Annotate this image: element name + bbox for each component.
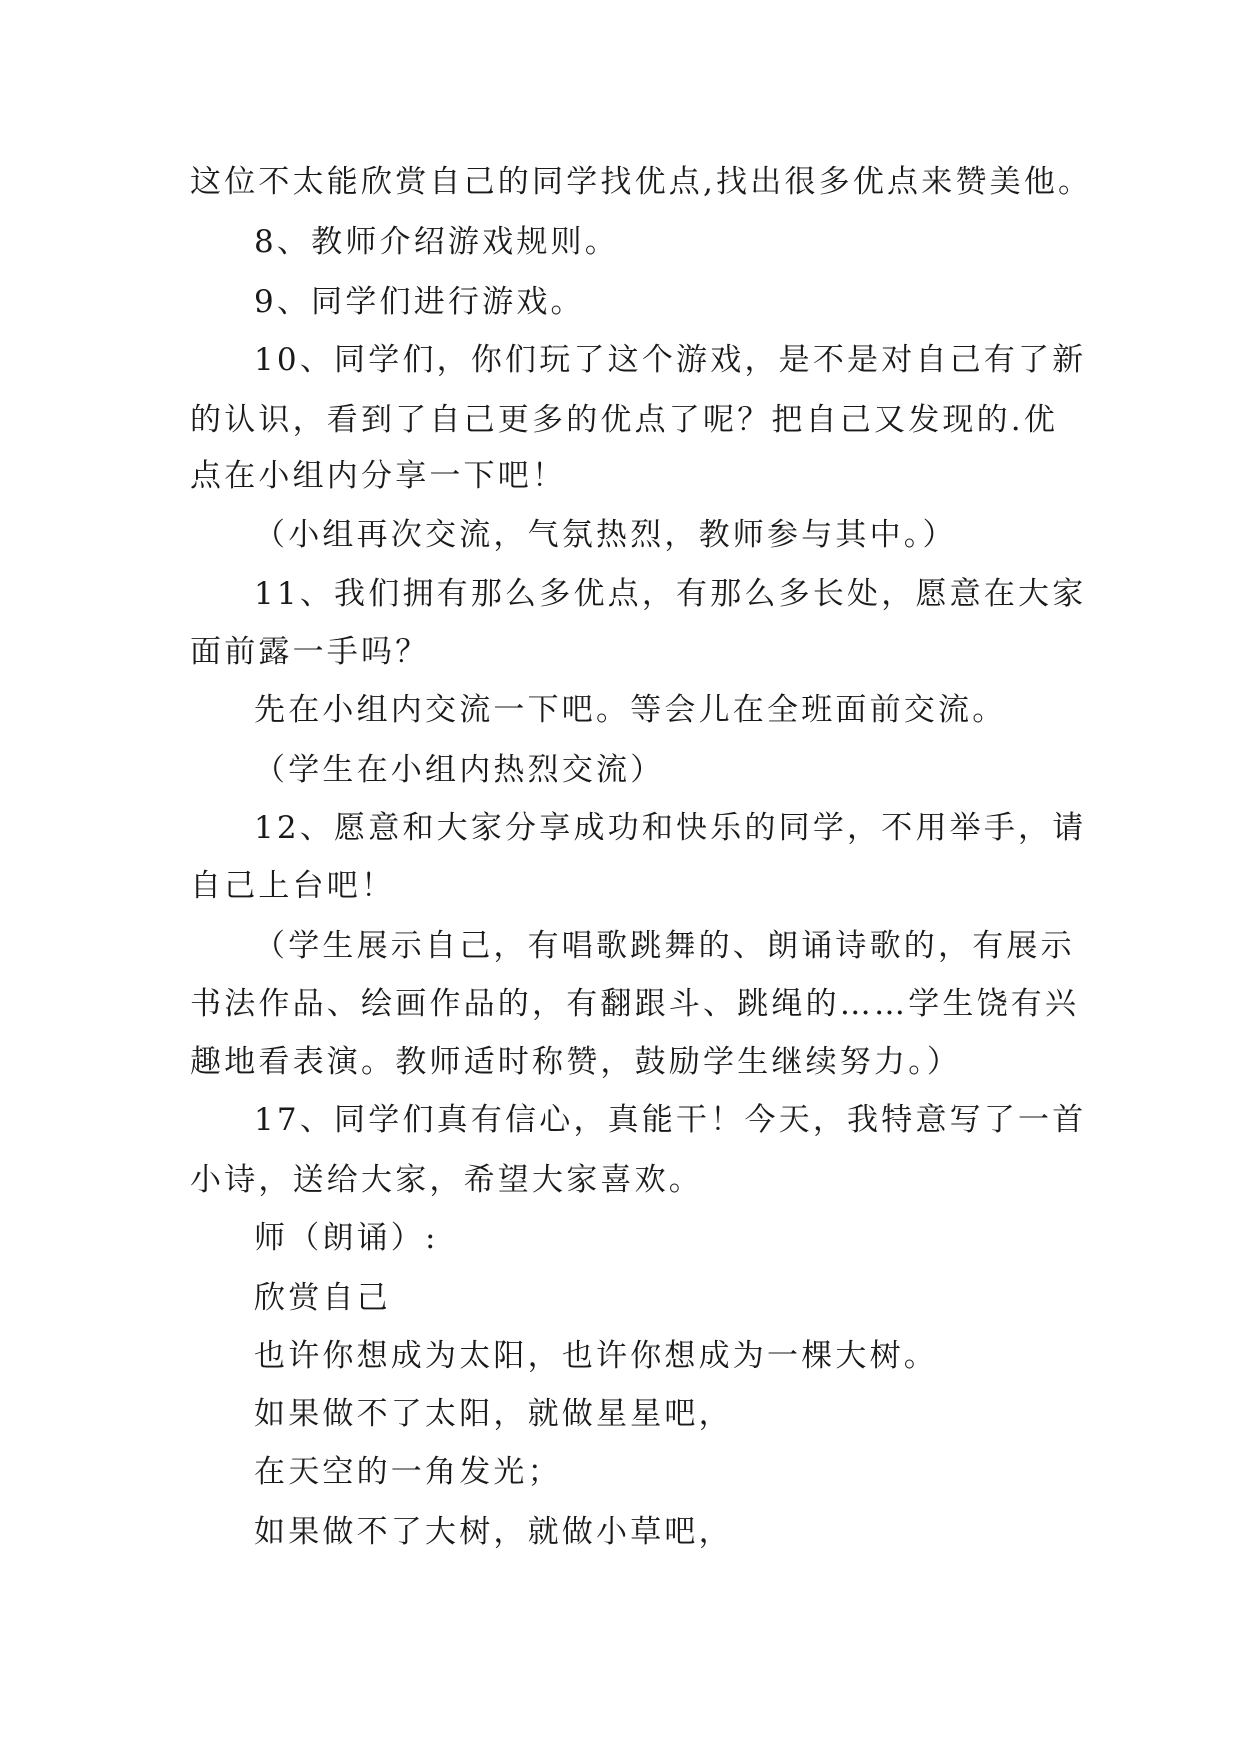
- text-line-8: 11、我们拥有那么多优点，有那么多长处，愿意在大家: [254, 576, 1087, 612]
- text-line-11: （学生在小组内热烈交流）: [254, 752, 665, 788]
- text-line-14: （学生展示自己，有唱歌跳舞的、朗诵诗歌的，有展示: [254, 928, 1075, 964]
- text-line-16: 趣地看表演。教师适时称赞，鼓励学生继续努力。）: [190, 1044, 962, 1080]
- text-line-4: 10、同学们，你们玩了这个游戏，是不是对自己有了新: [254, 342, 1087, 378]
- text-line-17: 17、同学们真有信心，真能干！今天，我特意写了一首: [254, 1102, 1087, 1138]
- text-line-12: 12、愿意和大家分享成功和快乐的同学，不用举手，请: [254, 810, 1087, 846]
- text-line-7: （小组再次交流，气氛热烈，教师参与其中。）: [254, 517, 957, 553]
- text-line-18: 小诗，送给大家，希望大家喜欢。: [190, 1162, 703, 1198]
- text-line-15: 书法作品、绘画作品的，有翻跟斗、跳绳的……学生饶有兴: [190, 986, 1080, 1022]
- text-line-5: 的认识，看到了自己更多的优点了呢？把自己又发现的.优: [190, 402, 1059, 438]
- text-line-9: 面前露一手吗？: [190, 634, 430, 670]
- text-line-10: 先在小组内交流一下吧。等会儿在全班面前交流。: [254, 692, 1007, 728]
- text-line-24: 如果做不了大树，就做小草吧，: [254, 1514, 733, 1550]
- text-line-19: 师（朗诵）:: [254, 1220, 439, 1256]
- text-line-21: 也许你想成为太阳，也许你想成为一棵大树。: [254, 1338, 938, 1374]
- text-line-6: 点在小组内分享一下吧！: [190, 458, 567, 494]
- text-line-3: 9、同学们进行游戏。: [254, 284, 585, 320]
- text-line-1: 这位不太能欣赏自己的同学找优点,找出很多优点来赞美他。: [190, 164, 1093, 200]
- text-line-23: 在天空的一角发光；: [254, 1454, 562, 1490]
- text-line-20: 欣赏自己: [254, 1280, 391, 1316]
- text-line-13: 自己上台吧！: [190, 868, 396, 904]
- text-line-2: 8、教师介绍游戏规则。: [254, 224, 619, 260]
- text-line-22: 如果做不了太阳，就做星星吧，: [254, 1396, 733, 1432]
